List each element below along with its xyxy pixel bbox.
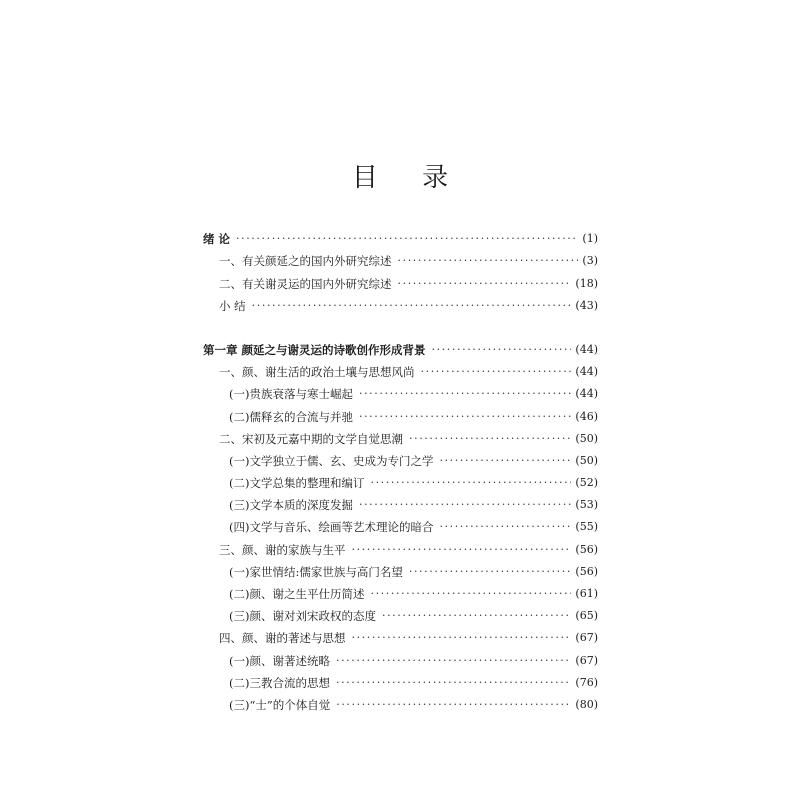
toc-entry-label: 一、有关颜延之的国内外研究综述 — [219, 254, 398, 268]
dot-leader — [359, 410, 571, 424]
dot-leader — [359, 387, 571, 401]
toc-entry[interactable] — [203, 534, 598, 556]
toc-entry-label: 第一章 颜延之与谢灵运的诗歌创作形成背景 — [203, 343, 432, 357]
toc-entry-page-number: (44) — [575, 387, 598, 401]
dot-leader — [382, 609, 571, 623]
toc-entry-page-number: (56) — [575, 542, 598, 556]
toc-entry-page-number: (65) — [575, 609, 598, 623]
toc-entry-page-number: (1) — [582, 232, 598, 246]
toc-entry-label: 绪 论 — [203, 232, 236, 246]
toc-entry-label: 四、颜、谢的著述与思想 — [219, 631, 352, 645]
toc-entry-label: 一、颜、谢生活的政治土壤与思想风尚 — [219, 365, 421, 379]
toc-entry[interactable] — [203, 512, 598, 534]
toc-entry[interactable] — [203, 668, 598, 690]
dot-leader — [336, 698, 571, 712]
dot-leader — [439, 454, 571, 468]
toc-entry-page-number: (18) — [575, 276, 598, 290]
section-gap — [203, 313, 598, 335]
toc-entry-label: (四)文学与音乐、绘画等艺术理论的暗合 — [229, 520, 439, 534]
toc-entry[interactable] — [203, 335, 598, 357]
dot-leader — [439, 520, 571, 534]
toc-entry-page-number: (61) — [575, 587, 598, 600]
toc-entry-page-number: (55) — [575, 520, 598, 534]
toc-entry[interactable] — [203, 401, 598, 423]
dot-leader — [359, 498, 571, 512]
toc-entry-page-number: (44) — [575, 365, 598, 379]
dot-leader — [432, 343, 572, 357]
toc-entry[interactable] — [203, 690, 598, 712]
dot-leader — [421, 365, 572, 379]
toc-entry-label: (三)颜、谢对刘宋政权的态度 — [229, 609, 382, 623]
dot-leader — [336, 654, 571, 668]
toc-entry[interactable] — [203, 357, 598, 379]
dot-leader — [352, 543, 572, 557]
toc-entry-label: (一)文学独立于儒、玄、史成为专门之学 — [229, 454, 439, 468]
table-of-contents — [203, 224, 598, 712]
toc-entry-page-number: (76) — [575, 675, 598, 689]
toc-entry-page-number: (3) — [582, 254, 598, 268]
toc-entry[interactable] — [203, 579, 598, 601]
toc-entry-label: 二、有关谢灵运的国内外研究综述 — [219, 277, 398, 291]
toc-entry[interactable] — [203, 246, 598, 268]
dot-leader — [252, 299, 572, 313]
toc-entry-page-number: (56) — [575, 564, 598, 578]
dot-leader — [236, 232, 578, 246]
toc-entry-label: 小 结 — [219, 299, 252, 313]
toc-entry[interactable] — [203, 224, 598, 246]
toc-entry-page-number: (44) — [575, 342, 598, 356]
toc-entry-page-number: (53) — [575, 498, 598, 512]
toc-entry-label: (二)三教合流的思想 — [229, 676, 336, 690]
toc-entry-page-number: (80) — [575, 697, 598, 711]
dot-leader — [336, 676, 571, 690]
toc-entry-label: (一)颜、谢著述统略 — [229, 654, 336, 668]
toc-entry-label: 二、宋初及元嘉中期的文学自觉思潮 — [219, 432, 409, 446]
toc-entry-label: (三)“士”的个体自觉 — [229, 698, 336, 712]
toc-entry[interactable] — [203, 468, 598, 490]
toc-entry[interactable] — [203, 446, 598, 468]
page-title: 目 录 — [351, 163, 467, 194]
dot-leader — [409, 432, 571, 446]
dot-leader — [409, 565, 572, 579]
toc-entry-page-number: (50) — [575, 453, 598, 467]
dot-leader — [370, 476, 571, 490]
toc-entry[interactable] — [203, 268, 598, 290]
toc-entry-page-number: (50) — [575, 431, 598, 445]
toc-entry-page-number: (67) — [575, 653, 598, 667]
dot-leader — [398, 277, 572, 291]
toc-entry-label: (二)文学总集的整理和编订 — [229, 476, 370, 490]
toc-entry[interactable] — [203, 291, 598, 313]
toc-entry[interactable] — [203, 623, 598, 645]
toc-entry[interactable] — [203, 601, 598, 623]
toc-entry-label: (一)贵族衰落与寒士崛起 — [229, 387, 359, 401]
toc-entry-page-number: (46) — [575, 409, 598, 423]
toc-entry-label: (三)文学本质的深度发掘 — [229, 498, 359, 512]
toc-entry-label: (二)儒释玄的合流与并驰 — [229, 410, 359, 424]
toc-entry[interactable] — [203, 557, 598, 579]
dot-leader — [352, 631, 572, 645]
toc-entry-label: (一)家世情结:儒家世族与高门名望 — [229, 565, 409, 579]
toc-entry-page-number: (67) — [575, 631, 598, 645]
toc-entry-page-number: (43) — [575, 298, 598, 312]
toc-entry[interactable] — [203, 424, 598, 446]
toc-entry[interactable] — [203, 645, 598, 667]
toc-entry-label: 三、颜、谢的家族与生平 — [219, 543, 352, 557]
toc-entry[interactable] — [203, 490, 598, 512]
dot-leader — [370, 587, 571, 601]
toc-entry[interactable] — [203, 379, 598, 401]
dot-leader — [398, 254, 579, 268]
toc-entry-page-number: (52) — [575, 476, 598, 490]
toc-entry-label: (二)颜、谢之生平仕历简述 — [229, 587, 370, 601]
